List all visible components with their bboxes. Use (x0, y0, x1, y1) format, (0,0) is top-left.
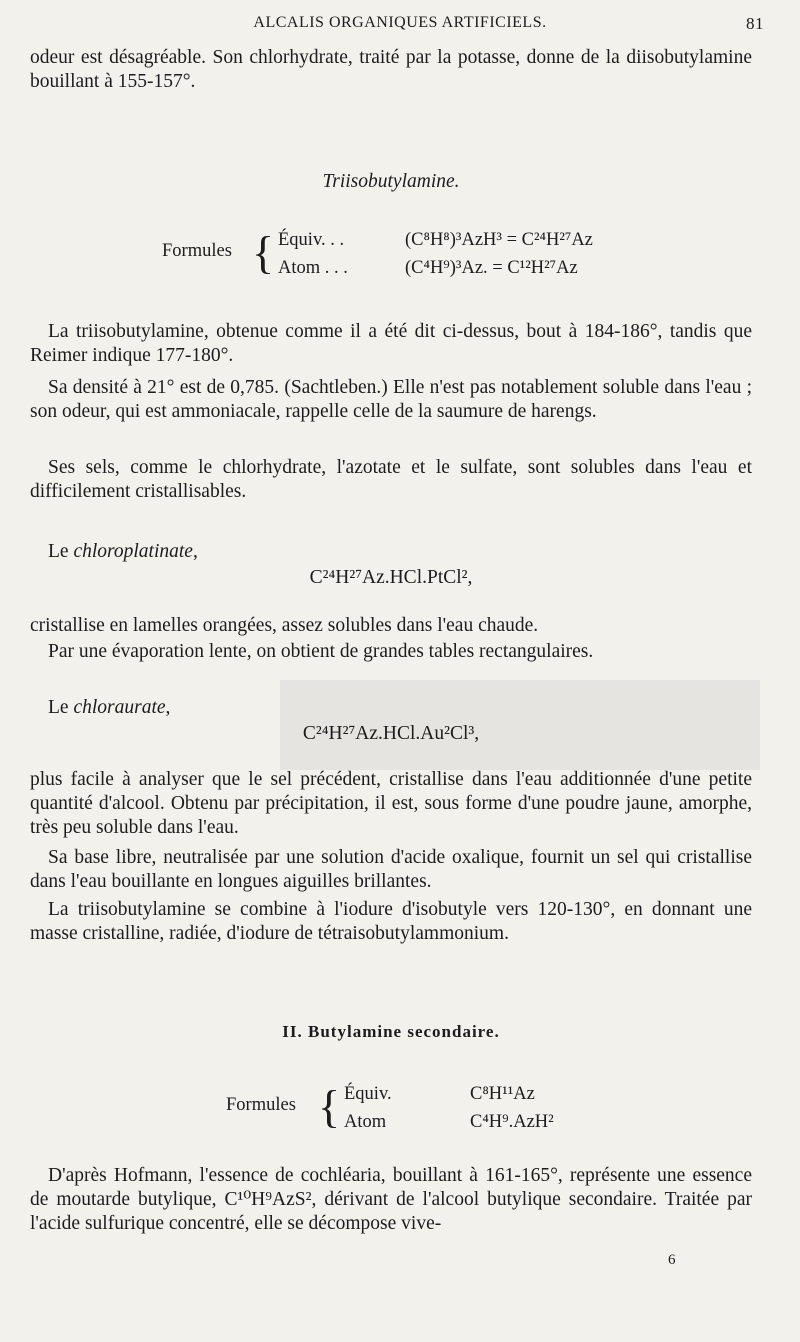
brace-symbol: { (318, 1081, 341, 1132)
intro-suffix: , (165, 697, 171, 718)
chloraurate-intro (30, 696, 752, 720)
paragraph: D'après Hofmann, l'essence de cochléaria, bouillant à 161-165°, représente une essence de moutarde butylique, C¹⁰H⁹AzS², dérivant de l'alcool butylique secondaire. Traitée par l'acide sulfurique concentré, elle se décompose vive- (30, 1165, 752, 1234)
formula-block-triisobutylamine (162, 228, 622, 284)
intro-term: chloroplatinate (73, 541, 193, 562)
paragraph: Ses sels, comme le chlorhydrate, l'azotate et le sulfate, sont solubles dans l'eau et difficilement cristallisables. (30, 457, 752, 502)
section-title-butylamine-secondaire: II. Butylamine secondaire. (282, 1022, 500, 1041)
chloraurate-formula: C²⁴H²⁷Az.HCl.Au²Cl³, (302, 723, 480, 744)
paragraph: Sa densité à 21° est de 0,785. (Sachtleben.) Elle n'est pas notablement soluble dans l'eau ; son odeur, qui est ammoniacale, rappelle celle de la saumure de harengs. (30, 377, 752, 422)
chloroplatinate-intro (30, 540, 752, 564)
paragraph-continuation: odeur est désagréable. Son chlorhydrate, traité par la potasse, donne de la diisobutylamine bouillant à 155-157°. (30, 47, 752, 92)
paragraph: La triisobutylamine, obtenue comme il a été dit ci-dessus, bout à 184-186°, tandis que Reimer indique 177-180°. (30, 321, 752, 366)
intro-suffix: , (192, 541, 198, 562)
intro-prefix: Le (48, 541, 74, 562)
paragraph: plus facile à analyser que le sel précédent, cristallise dans l'eau additionnée d'une petite quantité d'alcool. Obtenu par précipitation, il est, sous forme d'une poudre jaune, amorphe, très peu soluble dans l'eau. (30, 769, 752, 838)
paragraph: Sa base libre, neutralisée par une solution d'acide oxalique, fournit un sel qui cristallise dans l'eau bouillante en longues aiguilles brillantes. (30, 847, 752, 892)
formula-row-name: Atom . . . (278, 258, 348, 278)
page-header (30, 14, 770, 38)
formula-row-expression: (C⁸H⁸)³AzH³ = C²⁴H²⁷Az (405, 230, 593, 250)
formula-row-name: Équiv. . . (278, 230, 345, 250)
formula-row-name: Atom (344, 1112, 387, 1132)
signature-mark: 6 (668, 1252, 676, 1268)
formula-block-butylamine (226, 1082, 586, 1138)
intro-term: chloraurate (73, 697, 166, 718)
running-title: ALCALIS ORGANIQUES ARTIFICIELS. (253, 14, 547, 31)
section-title-triisobutylamine: Triisobutylamine. (322, 171, 460, 192)
page-number: 81 (746, 14, 764, 33)
paragraph: La triisobutylamine se combine à l'iodure d'isobutyle vers 120-130°, en donnant une masse cristalline, radiée, d'iodure de tétraisobutylammonium. (30, 899, 752, 944)
formula-row-expression: C⁸H¹¹Az (470, 1084, 535, 1104)
formula-row-expression: (C⁴H⁹)³Az. = C¹²H²⁷Az (405, 258, 578, 278)
chloroplatinate-formula: C²⁴H²⁷Az.HCl.PtCl², (309, 567, 473, 588)
intro-prefix: Le (48, 697, 74, 718)
formula-label: Formules (226, 1095, 296, 1115)
formula-row-expression: C⁴H⁹.AzH² (470, 1112, 554, 1132)
formula-label: Formules (162, 241, 232, 261)
formula-row-name: Équiv. (344, 1084, 392, 1104)
paragraph: cristallise en lamelles orangées, assez solubles dans l'eau chaude. (30, 615, 539, 636)
brace-symbol: { (252, 227, 275, 278)
paragraph: Par une évaporation lente, on obtient de grandes tables rectangulaires. (48, 641, 594, 662)
